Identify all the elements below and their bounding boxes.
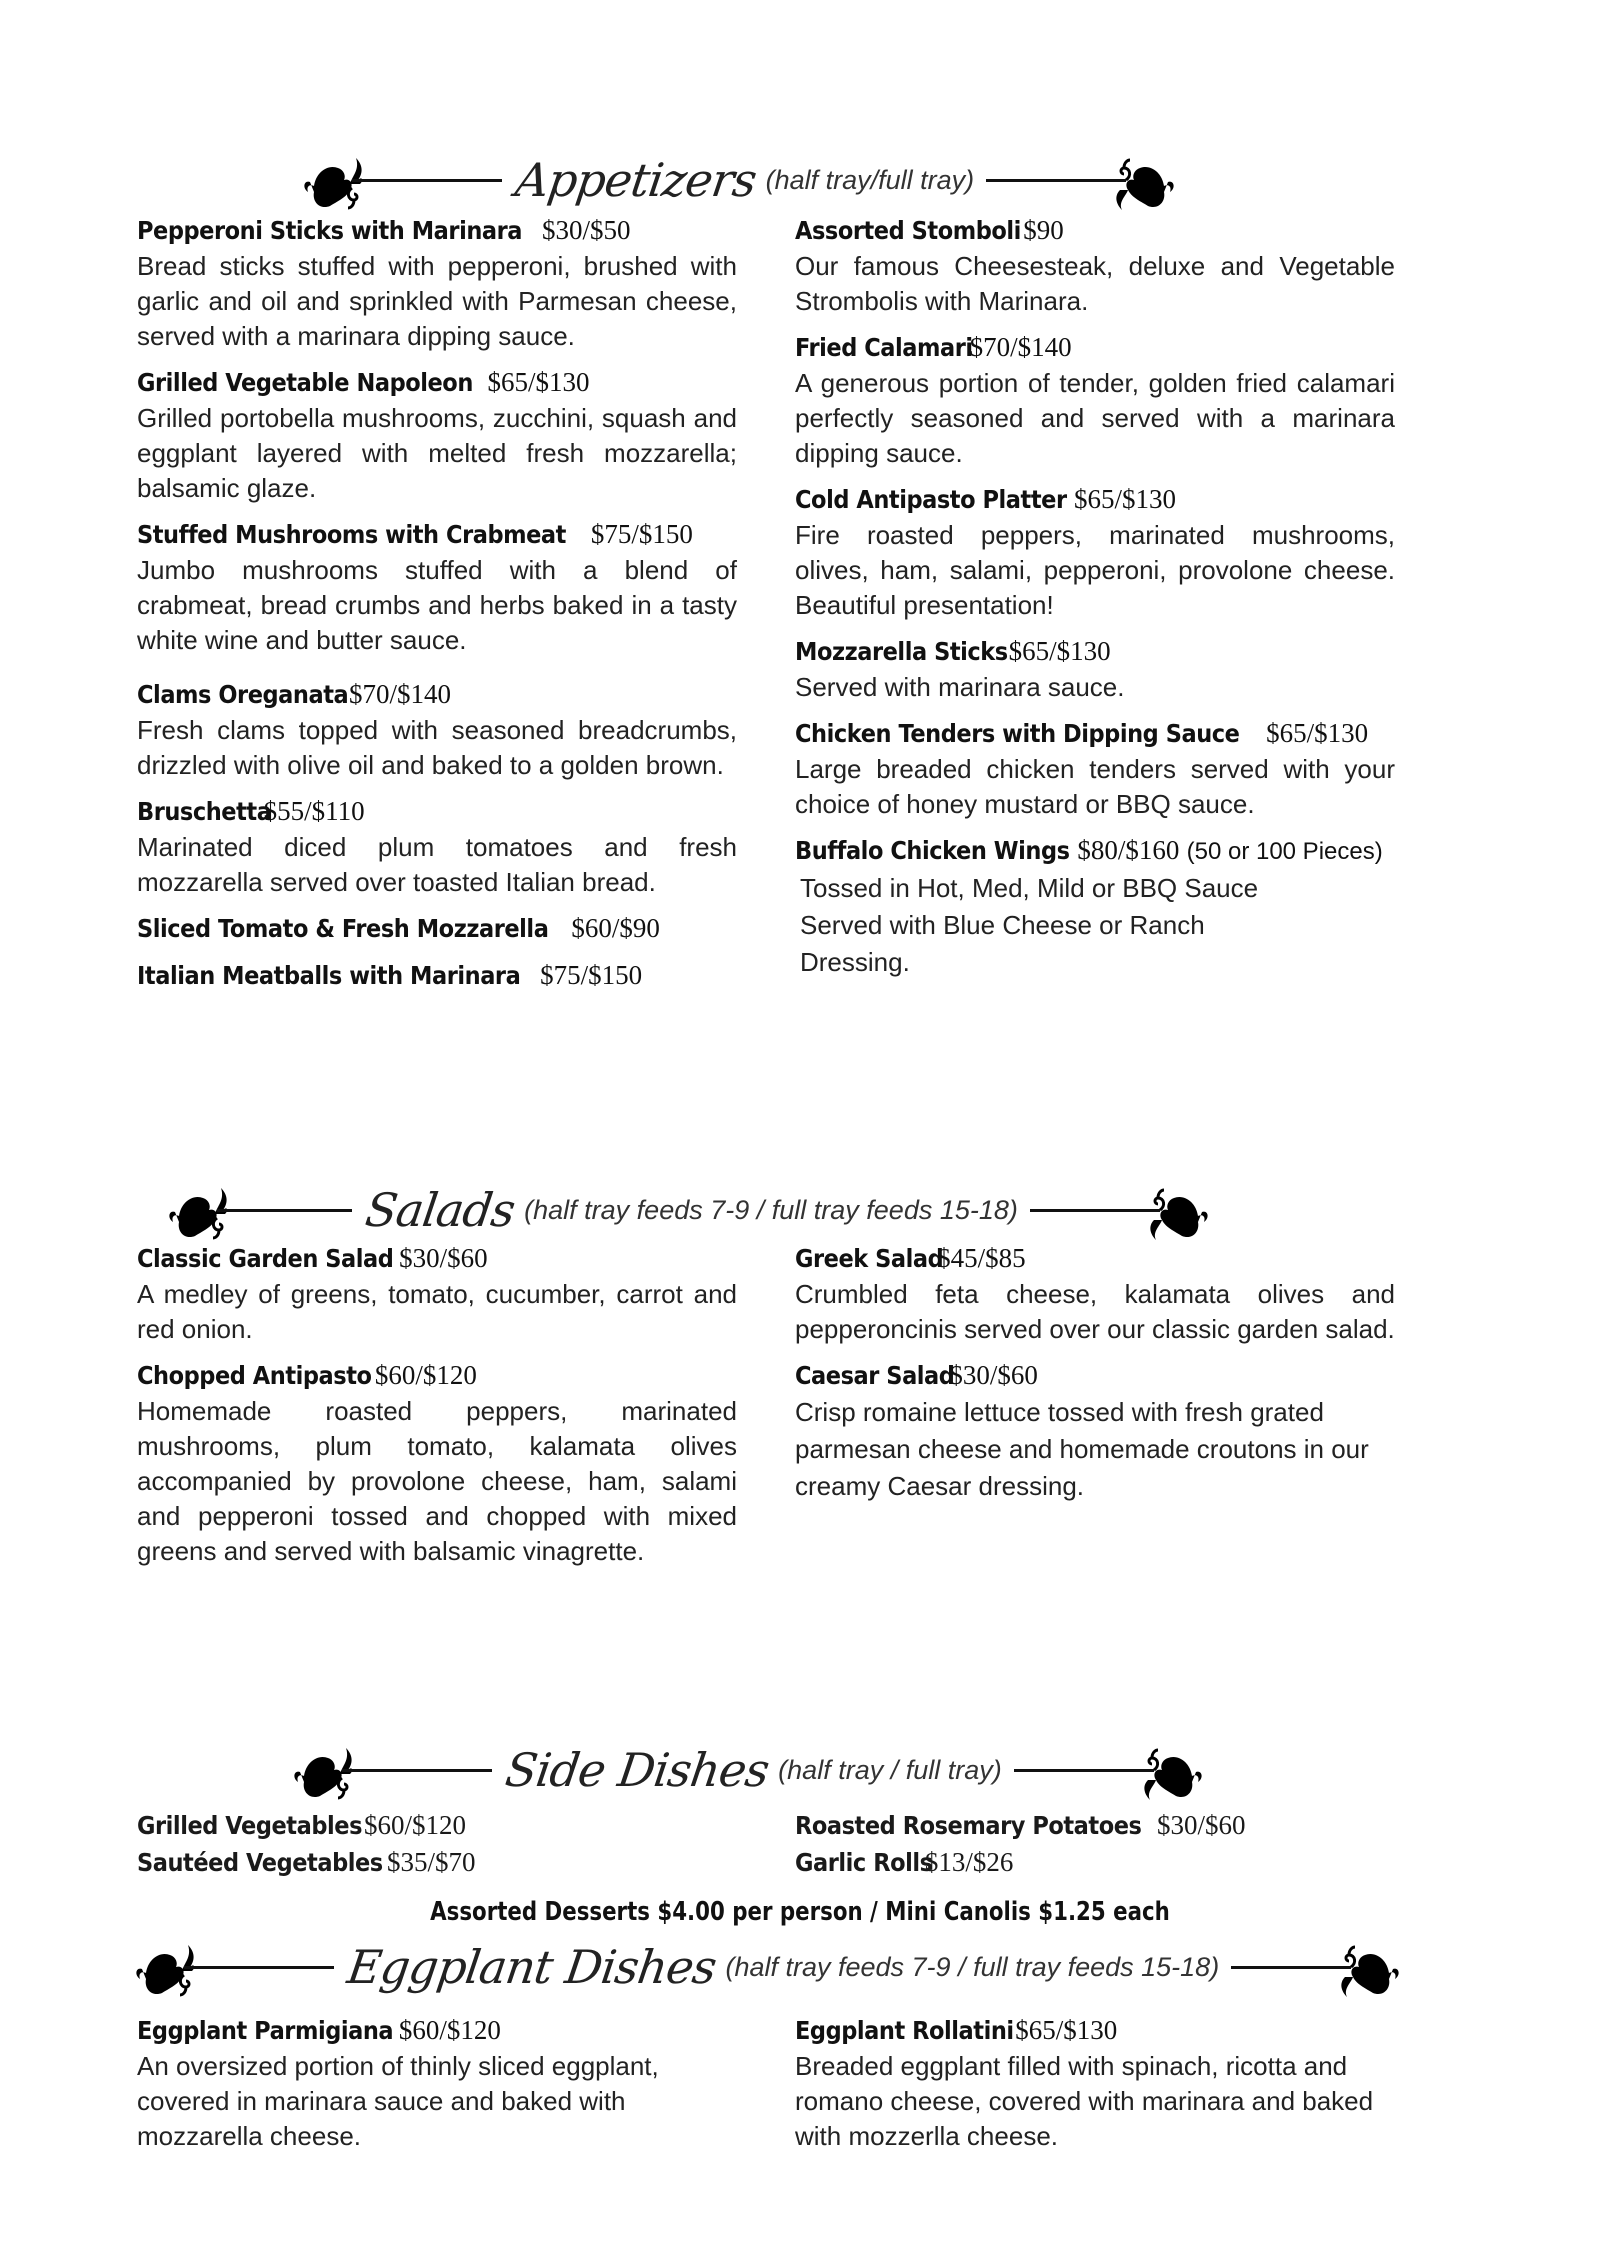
eggplant-left-column — [137, 2012, 737, 2164]
menu-item — [137, 516, 737, 658]
eggplant-right-column — [795, 2012, 1395, 2164]
item-name: Clams Oreganata — [137, 680, 349, 709]
section-title: Side Dishes — [502, 1743, 772, 1797]
item-name: Mozzarella Sticks — [795, 637, 1008, 666]
menu-item — [137, 1357, 737, 1569]
divider-rule — [986, 179, 1126, 182]
item-price: $30/$60 — [949, 1360, 1038, 1390]
menu-item — [795, 2012, 1395, 2154]
menu-item — [137, 1807, 737, 1844]
description-line: Dressing. — [800, 947, 910, 977]
menu-item — [137, 2012, 737, 2154]
item-price: $70/$140 — [969, 332, 1072, 362]
appetizers-left-column — [137, 212, 737, 1004]
section-title: Eggplant Dishes — [344, 1940, 720, 1994]
item-price: $30/$60 — [399, 1243, 488, 1273]
menu-item — [137, 957, 737, 994]
item-price: $65/$130 — [1266, 718, 1369, 748]
salads-header — [165, 1175, 1212, 1245]
menu-item — [137, 364, 737, 506]
menu-item — [795, 481, 1395, 623]
menu-item — [137, 910, 737, 947]
item-description: Crisp romaine lettuce tossed with fresh grated parmesan cheese and homemade croutons in our creamy Caesar dressing. — [795, 1397, 1369, 1501]
item-price: $80/$160 — [1077, 835, 1180, 865]
item-description: Jumbo mushrooms stuffed with a blend of crabmeat, bread crumbs and herbs baked in a tasty white wine and butter sauce. — [137, 555, 737, 655]
item-description: Our famous Cheesesteak, deluxe and Vegetable Strombolis with Marinara. — [795, 251, 1395, 316]
divider-rule — [1014, 1769, 1154, 1772]
section-note: (half tray feeds 7-9 / full tray feeds 15-18) — [524, 1194, 1018, 1225]
item-name: Eggplant Rollatini — [795, 2016, 1014, 2045]
item-price: $35/$70 — [387, 1847, 476, 1877]
menu-item — [137, 1844, 737, 1881]
divider-rule — [1030, 1209, 1160, 1212]
item-price: $55/$110 — [263, 796, 365, 826]
item-name: Chopped Antipasto — [137, 1361, 372, 1390]
item-description: Served with marinara sauce. — [795, 672, 1125, 702]
item-name: Fried Calamari — [795, 333, 973, 362]
description-line: Tossed in Hot, Med, Mild or BBQ Sauce — [800, 873, 1259, 903]
item-description: A generous portion of tender, golden fried calamari perfectly seasoned and served with a marinara dipping sauce. — [795, 368, 1395, 468]
menu-item — [137, 1240, 737, 1347]
divider-rule — [342, 1769, 492, 1772]
menu-item — [137, 212, 737, 354]
side-dishes-left-column — [137, 1807, 737, 1881]
item-name: Greek Salad — [795, 1244, 944, 1273]
item-price: $30/$60 — [1156, 1810, 1246, 1840]
ornament-right-icon — [1142, 1180, 1212, 1240]
menu-item — [795, 832, 1395, 981]
item-name: Roasted Rosemary Potatoes — [795, 1811, 1142, 1840]
salads-left-column — [137, 1240, 737, 1579]
item-price: $60/$120 — [364, 1810, 467, 1840]
menu-item — [795, 1844, 1395, 1881]
item-description: Large breaded chicken tenders served with your choice of honey mustard or BBQ sauce. — [795, 754, 1395, 819]
item-description: Breaded eggplant filled with spinach, ricotta and romano cheese, covered with marinara and baked with mozzerlla cheese. — [795, 2051, 1374, 2151]
menu-item — [795, 1807, 1395, 1844]
item-name: Grilled Vegetable Napoleon — [137, 368, 473, 397]
ornament-right-icon — [1333, 1937, 1403, 1997]
menu-item — [795, 633, 1395, 705]
item-price: $75/$150 — [540, 960, 643, 990]
menu-item — [795, 329, 1395, 471]
item-name: Pepperoni Sticks with Marinara — [137, 216, 523, 245]
item-description: A medley of greens, tomato, cucumber, carrot and red onion. — [137, 1279, 737, 1344]
item-price: $65/$130 — [1015, 2015, 1118, 2045]
item-description: Homemade roasted peppers, marinated mushrooms, plum tomato, kalamata olives accompanied by provolone cheese, ham, salami and pepperoni tossed and chopped with mixed greens and served with balsamic vinagrette. — [137, 1396, 737, 1566]
menu-item — [795, 212, 1395, 319]
item-name: Assorted Stomboli — [795, 216, 1021, 245]
item-description: An oversized portion of thinly sliced eggplant, covered in marinara sauce and baked with mozzarella cheese. — [137, 2051, 659, 2151]
item-name: Italian Meatballs with Marinara — [137, 961, 521, 990]
menu-item — [795, 1240, 1395, 1347]
item-name: Stuffed Mushrooms with Crabmeat — [137, 520, 566, 549]
item-name: Classic Garden Salad — [137, 1244, 394, 1273]
desserts-line — [0, 1897, 1600, 1927]
item-name: Buffalo Chicken Wings — [795, 836, 1070, 865]
item-price: $70/$140 — [348, 679, 451, 709]
item-price: $75/$150 — [590, 519, 693, 549]
item-price: $60/$120 — [374, 1360, 477, 1390]
description-line: Served with Blue Cheese or Ranch — [800, 910, 1205, 940]
item-description: Fresh clams topped with seasoned breadcrumbs, drizzled with olive oil and baked to a golden brown. — [137, 715, 737, 780]
item-quantity-note: (50 or 100 Pieces) — [1186, 838, 1383, 865]
section-note: (half tray/full tray) — [765, 164, 975, 195]
item-price: $90 — [1023, 215, 1064, 245]
item-name: Chicken Tenders with Dipping Sauce — [795, 719, 1240, 748]
item-description: Crumbled feta cheese, kalamata olives and pepperoncinis served over our classic garden salad. — [795, 1279, 1395, 1344]
section-note: (half tray / full tray) — [778, 1754, 1002, 1785]
item-name: Eggplant Parmigiana — [137, 2016, 394, 2045]
menu-item — [137, 793, 737, 900]
item-name: Caesar Salad — [795, 1361, 955, 1390]
item-price: $13/$26 — [924, 1847, 1014, 1877]
divider-rule — [184, 1966, 334, 1969]
side-dishes-right-column — [795, 1807, 1395, 1881]
divider-rule — [352, 179, 502, 182]
item-price: $45/$85 — [937, 1243, 1026, 1273]
section-title: Appetizers — [512, 153, 760, 207]
ornament-right-icon — [1108, 150, 1178, 210]
section-note: (half tray feeds 7-9 / full tray feeds 15-18) — [725, 1951, 1220, 1982]
item-description — [795, 870, 1395, 981]
item-description: Bread sticks stuffed with pepperoni, brushed with garlic and oil and sprinkled with Parmesan cheese, served with a marinara dipping sauce. — [137, 251, 737, 351]
item-name: Sliced Tomato & Fresh Mozzarella — [137, 914, 549, 943]
item-description: Fire roasted peppers, marinated mushrooms, olives, ham, salami, pepperoni, provolone cheese. Beautiful presentation! — [795, 520, 1395, 620]
eggplant-dishes-header — [132, 1932, 1403, 2002]
item-price: $65/$130 — [1074, 484, 1177, 514]
appetizers-header — [300, 145, 1178, 215]
item-name: Sautéed Vegetables — [137, 1848, 383, 1877]
appetizers-right-column — [795, 212, 1395, 991]
menu-item — [137, 676, 737, 783]
ornament-right-icon — [1136, 1740, 1206, 1800]
item-price: $65/$130 — [487, 367, 590, 397]
side-dishes-header — [290, 1735, 1206, 1805]
item-name: Grilled Vegetables — [137, 1811, 363, 1840]
item-price: $30/$50 — [542, 215, 631, 245]
menu-item — [795, 715, 1395, 822]
item-name: Garlic Rolls — [795, 1848, 933, 1877]
item-name: Cold Antipasto Platter — [795, 485, 1067, 514]
divider-rule — [217, 1209, 352, 1212]
section-title: Salads — [362, 1183, 518, 1237]
menu-item — [795, 1357, 1395, 1505]
desserts-text: Assorted Desserts $4.00 per person / Mini Canolis $1.25 each — [430, 1897, 1170, 1927]
item-price: $60/$90 — [571, 913, 660, 943]
item-price: $65/$130 — [1008, 636, 1111, 666]
item-price: $60/$120 — [398, 2015, 501, 2045]
item-description: Grilled portobella mushrooms, zucchini, squash and eggplant layered with melted fresh mozzarella; balsamic glaze. — [137, 403, 737, 503]
salads-right-column — [795, 1240, 1395, 1515]
item-description: Marinated diced plum tomatoes and fresh mozzarella served over toasted Italian bread. — [137, 832, 737, 897]
item-name: Bruschetta — [137, 797, 272, 826]
